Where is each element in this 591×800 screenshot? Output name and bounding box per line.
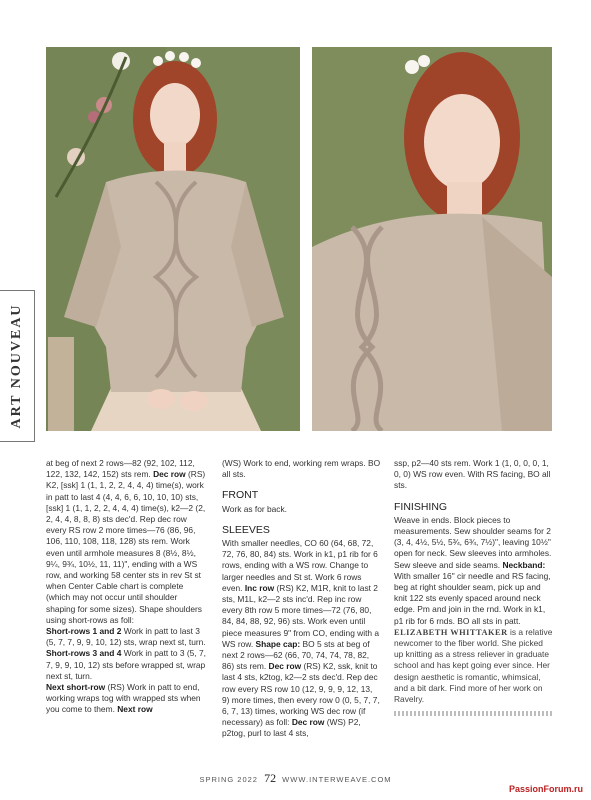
text: (RS) K2, ssk, knit to last 4 sts, k2tog, k2—2 sts dec'd. Rep dec row every RS row 10 (12, 9, 9, 9, 12, 13, 9) more times, then every row 0 (0, 5, 7, 7, 6, 7, 13) times, working WS dec row (if necessary) as foll: [222,661,380,728]
divider [394,711,554,716]
term: Short-rows 1 and 2 [46,626,122,637]
text: (WS) P2, p2tog, purl to last 4 sts, [222,717,361,739]
text: (RS) Work in patt to end, working wraps tog with wrapped sts when you come to them. [46,682,201,715]
designer-bio [394,627,554,705]
term: Dec row [291,717,325,728]
section-tab-label: ART NOUVEAU [9,303,24,429]
term: Next short-row [46,682,106,693]
section-heading: FRONT [222,489,259,502]
paragraph [46,648,206,682]
designer-name: ELIZABETH WHITTAKER [394,627,508,637]
term: Next row [117,704,153,715]
text: With smaller 16" cir needle and RS facing, beg at right shoulder seam, pick up and knit 122 sts evenly spaced around neck edge. Pm and join in the rnd. Work in k1, p1 rib for 6 rnds. BO all sts in patt. [394,570,551,626]
paragraph [394,515,554,627]
text: Work in patt to last 3 (5, 7, 7, 9, 9, 10, 12) sts, wrap next st, turn. [46,626,206,648]
section-tab [0,290,35,442]
text: (RS) K2, [ssk] 1 (1, 1, 2, 2, 4, 4, 4) time(s), work in patt to last 4 (4, 4, 6, 6, 10, 10, 10) sts, [ssk] 1 (1, 1, 2, 2, 4, 4, 4) time(s), k2—2 (2, 2, 4, 4, 8, 8, 8) sts dec'd. Rep dec row every RS row 2 more times—76 (86, 96, 106, 110, 108, 118, 128) sts rem. Work even until armhole measures 8 (8½, 8½, 9¼, 9¾, 10½, 11, 11)", ending with a WS row, and working 58 center sts in rev St st when Center Cable chart is complete (which may not occur until shoulder shaping for some sizes). Shape shoulders using short-rows as foll: [46,469,206,625]
section-heading: SLEEVES [222,523,270,536]
term: Short-rows 3 and 4 [46,648,122,659]
paragraph [46,626,206,648]
text: Weave in ends. Block pieces to measurements. Sew shoulder seams for 2 (3, 4, 4½, 5½, 5¾, 6¾, 7½)", leaving 10½" open for neck. Sew sleeves into armholes. Sew sleeve and side seams. [394,514,552,570]
section-heading: FINISHING [394,500,448,513]
term: Dec row [268,661,302,672]
paragraph: ssp, p2—40 sts rem. Work 1 (1, 0, 0, 0, 1, 0, 0) WS row even. With RS facing, BO all sts. [394,458,551,491]
text: (RS) K2, M1R, knit to last 2 sts, M1L, k2—2 sts inc'd. Rep inc row every 8th row 5 more times—72 (76, 80, 84, 84, 88, 92, 96) sts. Work even until piece measures 9" from CO, ending with a WS row. [222,582,380,649]
text-column-2 [222,458,382,740]
term: Neckband: [502,559,546,570]
text: With smaller needles, CO 60 (64, 68, 72, 72, 76, 80, 84) sts. Work in k1, p1 rib for 6 rows, ending with a WS row. Change to larger needles and St st. Work 6 rows even. [222,538,378,593]
photo-model-closeup-image [312,47,552,431]
page-footer [0,771,591,786]
paragraph [222,538,382,740]
paragraph [46,682,206,716]
text-column-3 [394,458,554,716]
watermark: PassionForum.ru [508,784,583,794]
paragraph: (WS) Work to end, working rem wraps. BO all sts. [222,458,381,480]
text: Work in patt to 3 (5, 7, 7, 9, 9, 10, 12) sts before wrapped st, wrap next st, turn. [46,648,206,681]
term: Shape cap: [255,638,301,649]
text: is a relative newcomer to the fiber world. She picked up knitting as a stress reliever in graduate school and has kept going ever since. Her design aesthetic is romantic, whimsical, and a bit dark. Find more of her work on Ravelry. [394,626,553,705]
text: at beg of next 2 rows—82 (92, 102, 112, 122, 132, 142, 152) sts rem. [46,458,195,480]
term: Dec row [153,469,186,480]
page-number: 72 [264,771,277,785]
website-label: WWW.INTERWEAVE.COM [282,775,392,784]
paragraph: Work as for back. [222,503,288,514]
photo-model-closeup [312,47,552,431]
photo-model-front-image [46,47,300,431]
paragraph [46,458,206,626]
issue-label: SPRING 2022 [199,775,258,784]
photo-model-front [46,47,300,431]
term: Inc row [244,582,275,593]
text-column-1 [46,458,206,716]
text: BO 5 sts at beg of next 2 rows—62 (66, 70, 74, 74, 78, 82, 86) sts rem. [222,638,370,672]
